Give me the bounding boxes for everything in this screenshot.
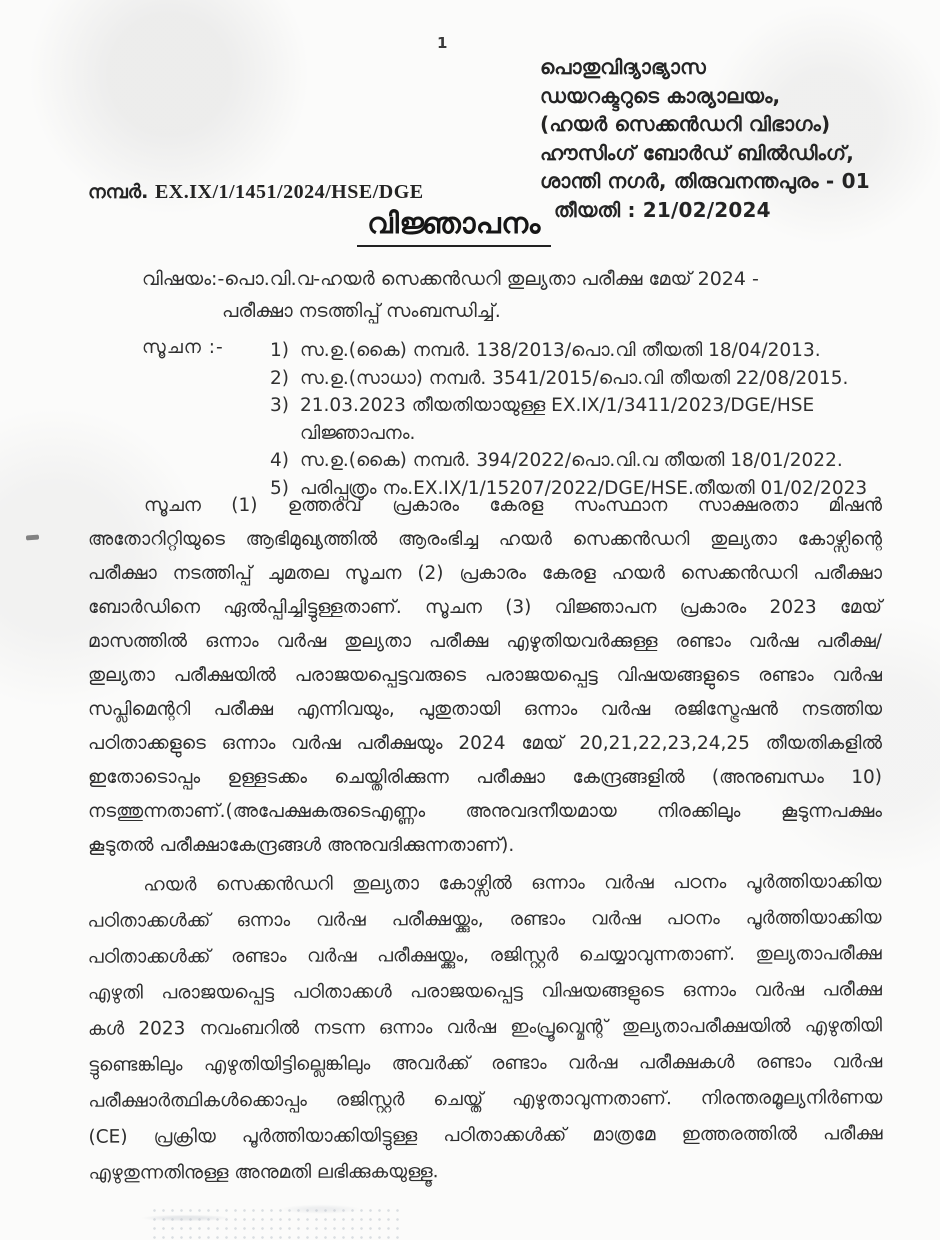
subject-line-2: പരീക്ഷാ നടത്തിപ്പ് സംബന്ധിച്ച്. — [222, 300, 501, 322]
reference-item — [88, 392, 888, 420]
letterhead-line: ശാന്തി നഗർ, തിരുവനന്തപുരം - 01 — [540, 169, 870, 193]
letterhead-line: ഹൗസിംഗ് ബോർഡ് ബിൽഡിംഗ്, — [540, 140, 855, 165]
letterhead-line: ഡയറക്ടറുടെ കാര്യാലയം, — [540, 83, 781, 108]
paragraph-line: സപ്ലിമെന്ററി പരീക്ഷ എന്നിവയും, പുതുതായി ഒന്നാം വർഷ രജിസ്ട്രേഷൻ നടത്തിയ — [88, 699, 882, 720]
paragraph-line: എഴുതി പരാജയപ്പെട്ട പഠിതാക്കൾ പരാജയപ്പെട്ട വിഷയങ്ങളുടെ ഒന്നാം വർഷ പരീക്ഷ — [87, 979, 882, 1004]
reference-item — [88, 447, 888, 475]
paragraph-line: പഠിതാക്കൾക്ക് രണ്ടാം വർഷ പരീക്ഷയ്ക്കും, രജിസ്റ്റർ ചെയ്യാവുന്നതാണ്. തുല്യതാപരീക്ഷ — [87, 943, 882, 968]
paragraph-line: (CE) പ്രക്രിയ പൂർത്തിയാക്കിയിട്ടുള്ള പഠിതാക്കൾക്ക് മാത്രമേ ഇത്തരത്തിൽ പരീക്ഷ — [88, 1123, 883, 1148]
scan-artifact-halftone-band — [150, 1206, 400, 1240]
body-paragraph-1 — [88, 489, 882, 863]
reference-text: സ.ഉ.(സാധാ) നമ്പർ. 3541/2015/പൊ.വി തീയതി 22/08/2015. — [300, 367, 849, 389]
file-number-value: EX.IX/1/1451/2024/HSE/DGE — [154, 181, 424, 203]
paragraph-line: പരീക്ഷാർത്ഥികൾക്കൊപ്പം രജിസ്റ്റർ ചെയ്ത് എഴുതാവുന്നതാണ്. നിരന്തരമൂല്യനിർണയ — [88, 1087, 883, 1112]
scan-artifact-margin-dash — [26, 535, 39, 541]
document-title: വിജ്ഞാപനം — [357, 206, 551, 247]
paragraph-line: നടത്തുന്നതാണ്.(അപേക്ഷകരുടെഎണ്ണം അനുവദനീയമായ നിരക്കിലും കൂടുന്നപക്ഷം — [88, 801, 882, 822]
paragraph-line: ഇതോടൊപ്പം ഉള്ളടക്കം ചെയ്തിരിക്കുന്ന പരീക്ഷാ കേന്ദ്രങ്ങളിൽ (അനുബന്ധം 10) — [88, 767, 882, 788]
reference-number: 2) — [270, 367, 289, 389]
reference-text: പരിപ്പത്രം നം.EX.IX/1/15207/2022/DGE/HSE.തീയതി 01/02/2023 — [300, 477, 868, 499]
paragraph-line: കൾ 2023 നവംബറിൽ നടന്ന ഒന്നാം വർഷ ഇംപ്രൂവ്മെന്റ് തുല്യതാപരീക്ഷയിൽ എഴുതിയി — [87, 1015, 883, 1040]
reference-text: സ.ഉ.(കൈ) നമ്പർ. 394/2022/പൊ.വി.വ തീയതി 18/01/2022. — [300, 450, 843, 472]
reference-item — [88, 365, 888, 393]
paragraph-line: മാസത്തിൽ ഒന്നാം വർഷ തുല്യതാ പരീക്ഷ എഴുതിയവർക്കുള്ള രണ്ടാം വർഷ പരീക്ഷ/ — [88, 631, 882, 652]
letter-date: തീയതി : 21/02/2024 — [554, 197, 771, 222]
reference-item-continuation — [88, 420, 888, 448]
paragraph-line: തുല്യതാ പരീക്ഷയിൽ പരാജയപ്പെട്ടവരുടെ പരാജയപ്പെട്ട വിഷയങ്ങളുടെ രണ്ടാം വർഷ — [88, 665, 882, 686]
letterhead-address-block — [540, 53, 870, 224]
references-label: സൂചന :- — [142, 337, 224, 358]
paragraph-line: പഠിതാക്കൾക്ക് ഒന്നാം വർഷ പരീക്ഷയ്ക്കും, രണ്ടാം വർഷ പഠനം പൂർത്തിയാക്കിയ — [87, 907, 882, 932]
body-paragraph-2 — [87, 864, 882, 1191]
letterhead-line: പൊതുവിദ്യാഭ്യാസ — [540, 55, 706, 79]
paragraph-line: ബോർഡിനെ ഏൽപ്പിച്ചിട്ടുള്ളതാണ്. സൂചന (3) വിജ്ഞാപന പ്രകാരം 2023 മേയ് — [88, 597, 882, 618]
subject-line-1: വിഷയം:-പൊ.വി.വ-ഹയർ സെക്കൻഡറി തുല്യതാ പരീക്ഷ മേയ് 2024 - — [142, 268, 759, 290]
letterhead-line: (ഹയർ സെക്കൻഡറി വിഭാഗം) — [540, 112, 831, 136]
reference-number: 1) — [270, 340, 289, 361]
reference-text: സ.ഉ.(കൈ) നമ്പർ. 138/2013/പൊ.വി തീയതി 18/04/2013. — [300, 340, 821, 361]
file-number-label: നമ്പർ. — [88, 181, 149, 203]
reference-number: 5) — [270, 477, 289, 499]
page-number: 1 — [437, 34, 448, 52]
file-number-line — [88, 181, 424, 204]
paragraph-line: ട്ടുണ്ടെങ്കിലും എഴുതിയിട്ടില്ലെങ്കിലും അവർക്ക് രണ്ടാം വർഷ പരീക്ഷകൾ രണ്ടാം വർഷ — [88, 1051, 883, 1076]
subject-block — [88, 263, 759, 327]
reference-text: വിജ്ഞാപനം. — [300, 422, 416, 444]
paragraph-line: എഴുതുന്നതിനുള്ള അനുമതി ലഭിക്കുകയുള്ളൂ. — [88, 1161, 439, 1184]
reference-text: 21.03.2023 തീയതിയായുള്ള EX.IX/1/3411/2023/DGE/HSE — [300, 395, 815, 417]
paragraph-line: അതോറിറ്റിയുടെ ആഭിമുഖ്യത്തിൽ ആരംഭിച്ച ഹയർ സെക്കൻഡറി തുല്യതാ കോഴ്സിന്റെ — [88, 529, 882, 550]
reference-number: 3) — [270, 395, 289, 417]
references-block — [88, 337, 888, 503]
paragraph-line: പരീക്ഷാ നടത്തിപ്പ് ചുമതല സൂചന (2) പ്രകാരം കേരള ഹയർ സെക്കൻഡറി പരീക്ഷാ — [88, 563, 882, 584]
title-row — [0, 206, 940, 247]
paragraph-line: കൂടുതൽ പരീക്ഷാകേന്ദ്രങ്ങൾ അനുവദിക്കുന്നതാണ്). — [88, 835, 515, 856]
paragraph-line: സൂചന (1) ഉത്തരവ് പ്രകാരം കേരള സംസ്ഥാന സാക്ഷരതാ മിഷൻ — [144, 495, 882, 516]
reference-number: 4) — [270, 450, 289, 472]
paragraph-line: ഹയർ സെക്കൻഡറി തുല്യതാ കോഴ്സിൽ ഒന്നാം വർഷ പഠനം പൂർത്തിയാക്കിയ — [143, 871, 882, 896]
paragraph-line: പഠിതാക്കളുടെ ഒന്നാം വർഷ പരീക്ഷയും 2024 മേയ് 20,21,22,23,24,25 തീയതികളിൽ — [88, 733, 882, 754]
